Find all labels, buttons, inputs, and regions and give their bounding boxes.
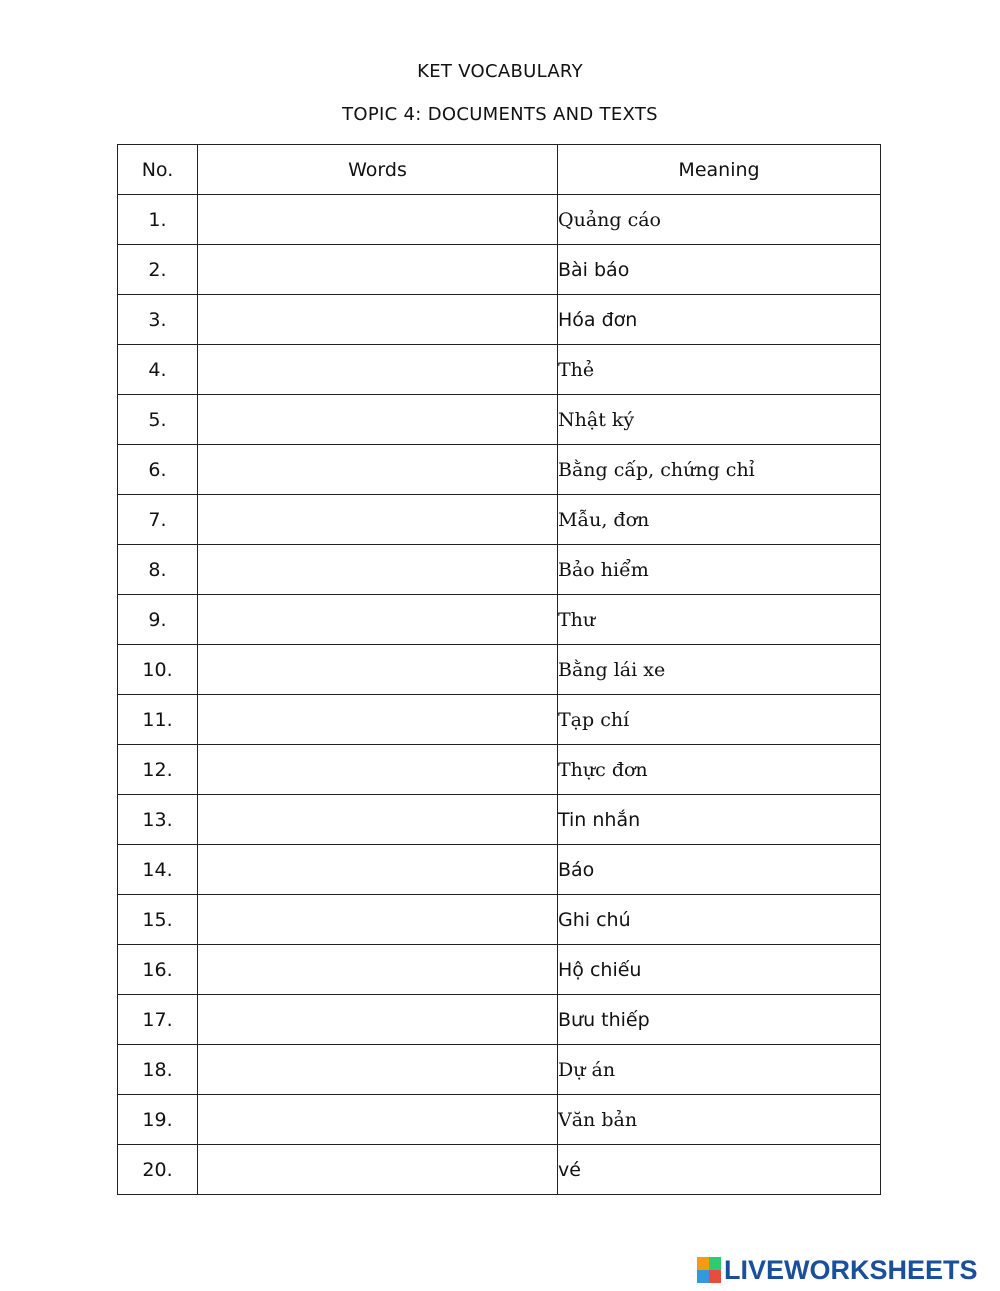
row-number: 9. [118,595,198,645]
table-row [118,1045,881,1095]
table-row [118,395,881,445]
row-number: 5. [118,395,198,445]
meaning-cell: Thực đơn [558,745,881,795]
row-number: 16. [118,945,198,995]
liveworksheets-logo [697,1253,978,1287]
word-answer-cell[interactable] [198,1095,558,1145]
vocabulary-table [117,144,881,1195]
table-row [118,1145,881,1195]
word-answer-cell[interactable] [198,495,558,545]
word-answer-cell[interactable] [198,795,558,845]
word-answer-cell[interactable] [198,845,558,895]
meaning-cell: Nhật ký [558,395,881,445]
page-title: KET VOCABULARY [417,61,583,82]
table-row [118,345,881,395]
meaning-cell: Ghi chú [558,895,881,945]
row-number: 13. [118,795,198,845]
row-number: 4. [118,345,198,395]
row-number: 8. [118,545,198,595]
table-header-row [118,145,881,195]
table-row [118,545,881,595]
word-answer-cell[interactable] [198,1045,558,1095]
meaning-cell: Mẫu, đơn [558,495,881,545]
meaning-cell: Báo [558,845,881,895]
table-row [118,695,881,745]
word-answer-cell[interactable] [198,945,558,995]
word-answer-cell[interactable] [198,745,558,795]
table-row [118,845,881,895]
logo-mark-icon [697,1257,721,1283]
table-row [118,1095,881,1145]
meaning-cell: Bằng cấp, chứng chỉ [558,445,881,495]
word-answer-cell[interactable] [198,695,558,745]
row-number: 7. [118,495,198,545]
table-row [118,495,881,545]
table-row [118,995,881,1045]
meaning-cell: Quảng cáo [558,195,881,245]
word-answer-cell[interactable] [198,245,558,295]
word-answer-cell[interactable] [198,395,558,445]
meaning-cell: Bảo hiểm [558,545,881,595]
logo-text: LIVEWORKSHEETS [724,1254,978,1285]
word-answer-cell[interactable] [198,645,558,695]
row-number: 19. [118,1095,198,1145]
meaning-cell: Bưu thiếp [558,995,881,1045]
column-header-words: Words [198,145,558,195]
word-answer-cell[interactable] [198,195,558,245]
page-subtitle: TOPIC 4: DOCUMENTS AND TEXTS [342,104,658,125]
word-answer-cell[interactable] [198,345,558,395]
table-row [118,595,881,645]
row-number: 14. [118,845,198,895]
table-row [118,795,881,845]
row-number: 3. [118,295,198,345]
table-row [118,245,881,295]
row-number: 11. [118,695,198,745]
meaning-cell: Bài báo [558,245,881,295]
table-row [118,445,881,495]
table-row [118,895,881,945]
column-header-meaning: Meaning [558,145,881,195]
meaning-cell: Bằng lái xe [558,645,881,695]
word-answer-cell[interactable] [198,445,558,495]
meaning-cell: Tin nhắn [558,795,881,845]
table-row [118,645,881,695]
meaning-cell: Hộ chiếu [558,945,881,995]
row-number: 17. [118,995,198,1045]
meaning-cell: Hóa đơn [558,295,881,345]
row-number: 20. [118,1145,198,1195]
word-answer-cell[interactable] [198,1145,558,1195]
row-number: 2. [118,245,198,295]
word-answer-cell[interactable] [198,895,558,945]
meaning-cell: Tạp chí [558,695,881,745]
table-row [118,295,881,345]
meaning-cell: Thư [558,595,881,645]
row-number: 1. [118,195,198,245]
row-number: 10. [118,645,198,695]
table-row [118,945,881,995]
word-answer-cell[interactable] [198,545,558,595]
meaning-cell: Văn bản [558,1095,881,1145]
meaning-cell: Thẻ [558,345,881,395]
meaning-cell: vé [558,1145,881,1195]
meaning-cell: Dự án [558,1045,881,1095]
word-answer-cell[interactable] [198,595,558,645]
row-number: 6. [118,445,198,495]
row-number: 15. [118,895,198,945]
table-row [118,745,881,795]
table-row [118,195,881,245]
row-number: 12. [118,745,198,795]
row-number: 18. [118,1045,198,1095]
column-header-no: No. [118,145,198,195]
word-answer-cell[interactable] [198,995,558,1045]
word-answer-cell[interactable] [198,295,558,345]
